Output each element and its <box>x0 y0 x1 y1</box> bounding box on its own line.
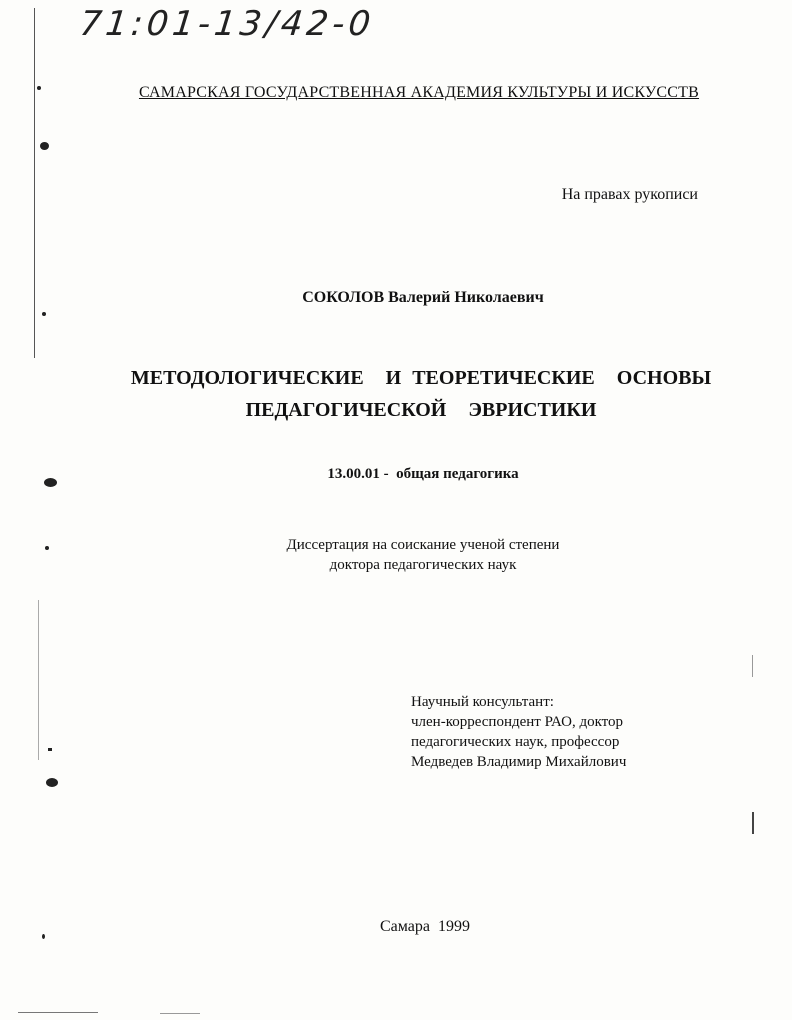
scientific-consultant <box>411 692 626 772</box>
title-line: МЕТОДОЛОГИЧЕСКИЕ И ТЕОРЕТИЧЕСКИЕ ОСНОВЫ <box>130 367 712 389</box>
dissertation-title <box>0 362 792 426</box>
degree-line: доктора педагогических наук <box>329 557 517 573</box>
scan-artifact <box>752 812 754 834</box>
title-line: ПЕДАГОГИЧЕСКОЙ ЭВРИСТИКИ <box>245 399 597 421</box>
city-year: Самара 1999 <box>380 918 470 935</box>
scan-artifact <box>160 1013 200 1014</box>
consultant-title: педагогических наук, профессор <box>411 734 620 750</box>
institution-name: САМАРСКАЯ ГОСУДАРСТВЕННАЯ АКАДЕМИЯ КУЛЬТУРЫ И ИСКУССТВ <box>138 84 700 101</box>
manuscript-note: На правах рукописи <box>561 186 698 203</box>
author-name: СОКОЛОВ Валерий Николаевич <box>302 289 544 306</box>
consultant-title: член-корреспондент РАО, доктор <box>411 714 624 730</box>
specialty-code: 13.00.01 - общая педагогика <box>327 466 519 482</box>
binding-hole-mark <box>46 778 58 787</box>
scan-artifact <box>752 655 753 677</box>
binding-hole-mark <box>42 312 46 316</box>
binding-hole-mark <box>40 142 49 150</box>
binding-hole-mark <box>48 748 52 751</box>
consultant-label: Научный консультант: <box>411 694 554 710</box>
consultant-name: Медведев Владимир Михайлович <box>411 754 627 770</box>
scan-artifact <box>18 1012 98 1013</box>
inventory-number: 71:01-13/42-0 <box>77 4 377 44</box>
degree-line: Диссертация на соискание ученой степени <box>286 537 560 553</box>
degree-statement <box>0 535 792 575</box>
scan-edge-line <box>38 600 39 760</box>
